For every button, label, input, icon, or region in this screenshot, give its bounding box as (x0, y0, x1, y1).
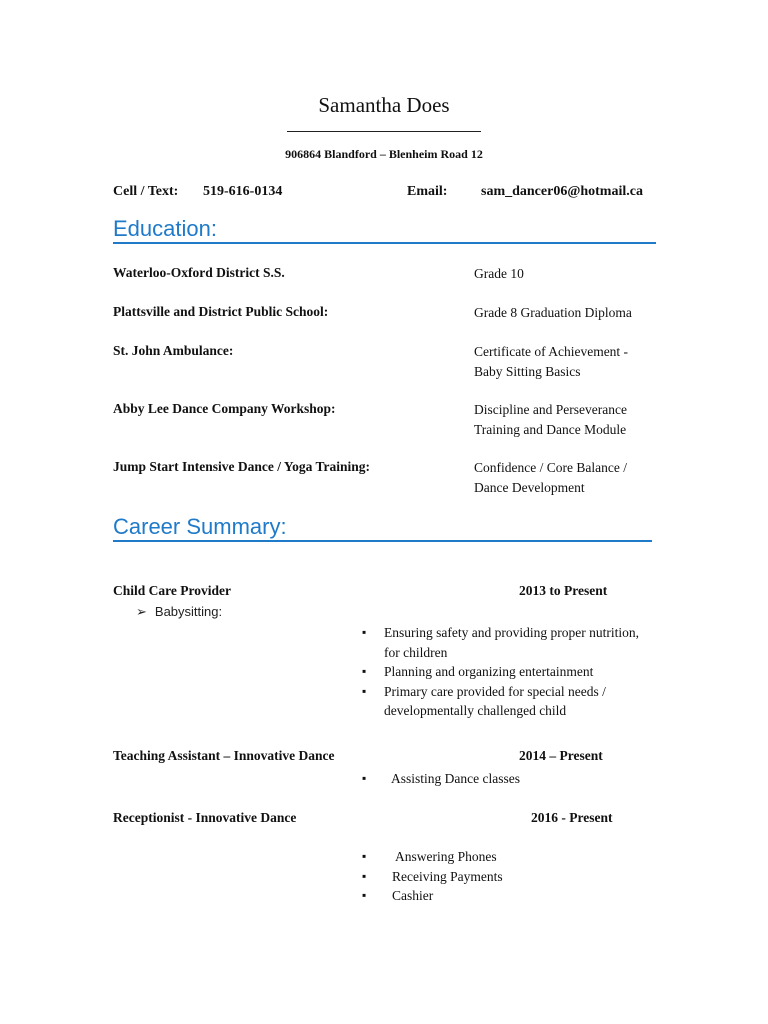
education-institution: St. John Ambulance: (113, 343, 234, 358)
list-item: ▪ Receiving Payments (362, 867, 652, 887)
cell-value: 519-616-0134 (203, 184, 283, 199)
cell-label: Cell / Text: (113, 184, 179, 199)
sub-label-text: Babysitting: (154, 604, 223, 619)
job-title: Receptionist - Innovative Dance (113, 810, 297, 825)
education-detail: Grade 10 (474, 266, 524, 281)
job-dates: 2013 to Present (519, 583, 608, 598)
education-institution: Waterloo-Oxford District S.S. (113, 265, 285, 280)
name-underline (287, 131, 481, 132)
job-bullet-list (362, 623, 652, 721)
address: 906864 Blandford – Blenheim Road 12 (285, 147, 483, 161)
arrow-bullet-icon: ➢ (136, 604, 147, 619)
career-heading: Career Summary: (113, 514, 652, 542)
education-detail: Confidence / Core Balance / Dance Development (474, 460, 627, 495)
list-item: ▪ Ensuring safety and providing proper nutrition, for children (362, 623, 652, 662)
education-institution: Abby Lee Dance Company Workshop: (113, 401, 336, 416)
job-sub-label (136, 604, 222, 620)
resume-name: Samantha Does (318, 93, 450, 117)
job-bullet-list (362, 847, 652, 906)
email-value: sam_dancer06@hotmail.ca (481, 184, 643, 199)
job-dates: 2014 – Present (519, 748, 603, 763)
education-institution: Jump Start Intensive Dance / Yoga Training: (113, 459, 371, 474)
job-bullet-list (362, 769, 652, 789)
list-item: ▪ Primary care provided for special needs / developmentally challenged child (362, 682, 652, 721)
list-item: ▪ Assisting Dance classes (362, 769, 652, 789)
education-heading: Education: (113, 216, 656, 244)
email-label: Email: (407, 184, 448, 199)
education-institution: Plattsville and District Public School: (113, 304, 329, 319)
job-dates: 2016 - Present (531, 810, 613, 825)
list-item: ▪ Cashier (362, 886, 652, 906)
list-item: ▪ Planning and organizing entertainment (362, 662, 652, 682)
education-detail: Grade 8 Graduation Diploma (474, 305, 632, 320)
list-item: ▪ Answering Phones (362, 847, 652, 867)
job-title: Child Care Provider (113, 583, 231, 598)
job-title: Teaching Assistant – Innovative Dance (113, 748, 335, 763)
education-detail: Certificate of Achievement - Baby Sitting Basics (474, 344, 629, 379)
education-detail: Discipline and Perseverance Training and Dance Module (474, 402, 627, 437)
